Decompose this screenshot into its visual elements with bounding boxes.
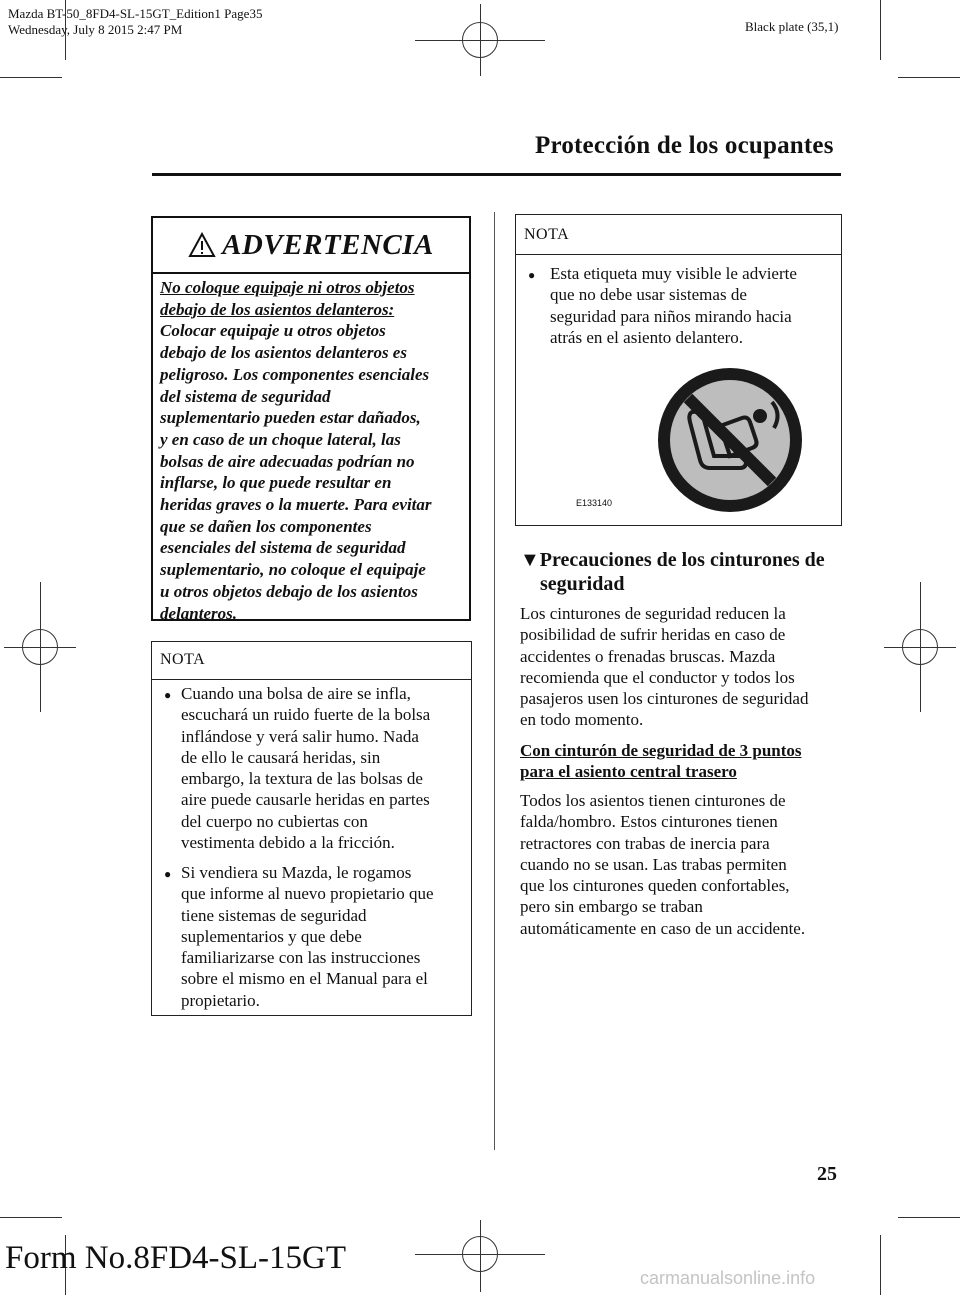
subhead-line: para el asiento central trasero [520, 762, 737, 782]
nota-line: sobre el mismo en el Manual para el [181, 969, 428, 989]
heading-line: Precauciones de los cinturones de [539, 549, 825, 571]
warning-triangle-icon [188, 232, 216, 258]
nota-line: Cuando una bolsa de aire se infla, [181, 684, 411, 703]
para-line: posibilidad de sufrir heridas en caso de [520, 625, 786, 645]
warning-line: del sistema de seguridad [160, 386, 331, 406]
bullet-icon: ● [528, 268, 536, 282]
para-line: que los cinturones queden confortables, [520, 876, 790, 896]
nota-line: que informe al nuevo propietario que [181, 884, 434, 904]
warning-body [160, 277, 465, 624]
warning-box [151, 216, 471, 621]
warning-line: y en caso de un choque lateral, las [160, 429, 401, 449]
nota-line: atrás en el asiento delantero. [550, 327, 744, 347]
bullet-icon: ● [164, 867, 172, 881]
label-code: E133140 [576, 498, 613, 508]
para-line: recomienda que el conductor y todos los [520, 667, 795, 687]
section-title: Protección de los ocupantes [535, 132, 834, 159]
nota-line: aire puede causarle heridas en partes [181, 790, 430, 810]
nota-item [181, 862, 434, 1011]
nota-line: inflándose y verá salir humo. Nada [181, 726, 419, 746]
nota-line: tiene sistemas de seguridad [181, 905, 367, 925]
plate-label: Black plate (35,1) [745, 19, 839, 34]
print-info-line2: Wednesday, July 8 2015 2:47 PM [8, 22, 183, 37]
warning-line: que se dañen los componentes [160, 516, 372, 536]
nota-line: vestimenta debido a la fricción. [181, 833, 395, 853]
nota-item [550, 263, 797, 348]
print-info-line1: Mazda BT-50_8FD4-SL-15GT_Edition1 Page35 [8, 6, 263, 21]
watermark: carmanualsonline.info [640, 1268, 816, 1288]
warning-line: suplementario pueden estar dañados, [160, 408, 421, 428]
column-divider [494, 212, 495, 1150]
warning-line: esenciales del sistema de seguridad [160, 538, 406, 558]
nota-line: que no debe usar sistemas de [550, 285, 747, 305]
para-line: pasajeros usen los cinturones de seguridad [520, 689, 809, 709]
para-line: Los cinturones de seguridad reducen la [520, 604, 786, 623]
para-line: Todos los asientos tienen cinturones de [520, 791, 786, 810]
title-rule [152, 173, 841, 176]
seatbelt-paragraph-1 [520, 603, 808, 731]
warning-line: debajo de los asientos delanteros es [160, 343, 407, 363]
warning-underlined-line: debajo de los asientos delanteros: [160, 299, 395, 319]
nota-line: de ello le causará heridas, sin [181, 747, 381, 767]
nota-line: seguridad para niños mirando hacia [550, 306, 792, 326]
form-number: Form No.8FD4-SL-15GT [5, 1240, 347, 1276]
para-line: falda/hombro. Estos cinturones tienen [520, 812, 778, 832]
seatbelt-paragraph-2 [520, 790, 805, 939]
warning-header [153, 218, 469, 274]
warning-line: Colocar equipaje u otros objetos [160, 321, 386, 341]
para-line: cuando no se usan. Las trabas permiten [520, 854, 787, 874]
warning-heading: ADVERTENCIA [222, 228, 434, 261]
page-number: 25 [817, 1163, 837, 1185]
para-line: accidentes o frenadas bruscas. Mazda [520, 646, 776, 666]
seatbelt-subheading [520, 740, 802, 783]
subhead-line: Con cinturón de seguridad de 3 puntos [520, 741, 802, 760]
nota-line: Si vendiera su Mazda, le rogamos [181, 863, 412, 882]
nota-box-left [151, 641, 472, 1016]
seatbelt-heading [520, 548, 825, 596]
nota-line: familiarizarse con las instrucciones [181, 948, 421, 968]
warning-line: delanteros. [160, 603, 237, 623]
nota-line: del cuerpo no cubiertas con [181, 811, 368, 831]
para-line: en todo momento. [520, 710, 644, 730]
nota-header [152, 642, 471, 680]
heading-triangle-icon: ▼ [520, 549, 540, 571]
print-info [8, 6, 262, 38]
no-rear-facing-child-seat-icon [656, 366, 804, 514]
nota-label: NOTA [160, 651, 206, 668]
warning-underlined-line: No coloque equipaje ni otros objetos [160, 278, 415, 297]
warning-line: suplementario, no coloque el equipaje [160, 560, 426, 580]
bullet-icon: ● [164, 688, 172, 702]
nota-item [181, 683, 430, 853]
nota-line: embargo, la textura de las bolsas de [181, 769, 423, 789]
nota-label: NOTA [524, 226, 570, 243]
nota-line: propietario. [181, 990, 260, 1010]
warning-line: bolsas de aire adecuadas podrían no [160, 451, 415, 471]
warning-line: inflarse, lo que puede resultar en [160, 473, 392, 493]
nota-box-right [515, 214, 842, 526]
nota-line: suplementarios y que debe [181, 926, 362, 946]
warning-line: peligroso. Los componentes esenciales [160, 364, 430, 384]
para-line: retractores con trabas de inercia para [520, 833, 770, 853]
para-line: pero sin embargo se traban [520, 897, 703, 917]
warning-line: u otros objetos debajo de los asientos [160, 581, 418, 601]
heading-line: seguridad [540, 573, 625, 595]
nota-header [516, 215, 841, 255]
nota-line: escuchará un ruido fuerte de la bolsa [181, 705, 431, 725]
para-line: automáticamente en caso de un accidente. [520, 918, 806, 938]
warning-line: heridas graves o la muerte. Para evitar [160, 495, 432, 515]
nota-line: Esta etiqueta muy visible le advierte [550, 264, 797, 283]
